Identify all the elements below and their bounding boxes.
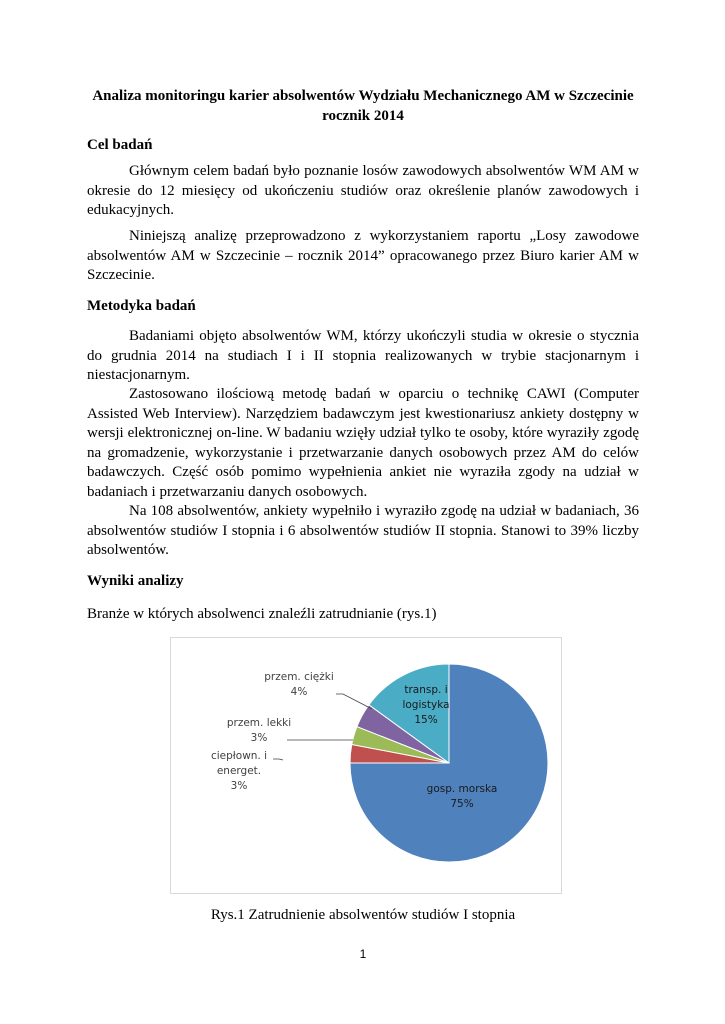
pie-slice-name: ciepłown. i	[210, 750, 268, 762]
pie-chart	[171, 638, 561, 893]
pie-leader-line	[273, 759, 283, 760]
pie-slice-percent: 3%	[250, 732, 268, 744]
title-line-1: Analiza monitoringu karier absolwentów Wydziału Mechanicznego AM w Szczecinie	[92, 88, 634, 104]
pie-slice-percent: 15%	[414, 714, 438, 726]
pie-slice-name: logistyka	[402, 699, 450, 711]
pie-slice-label	[211, 750, 267, 792]
paragraph-metodyka-3: Na 108 absolwentów, ankiety wypełniło i wyraziło zgodę na udział w badaniach, 36 absolwentów studiów I stopnia i 6 absolwentów studiów II stopnia. Stanowi to 39% liczby absolwentów.	[87, 503, 639, 558]
pie-chart-frame	[170, 637, 562, 894]
pie-slice-label	[227, 717, 291, 744]
pie-slice-name: energet.	[216, 765, 262, 777]
pie-slice-name: przem. lekki	[226, 717, 292, 729]
paragraph-cel-2: Niniejszą analizę przeprowadzono z wykorzystaniem raportu „Losy zawodowe absolwentów AM w Szczecinie – rocznik 2014” opracowanego przez Biuro karier AM w Szczecinie.	[87, 228, 639, 283]
paragraph-cel-1: Głównym celem badań było poznanie losów zawodowych absolwentów WM AM w okresie do 12 miesięcy od ukończeniu studiów oraz określenie planów zawodowych i edukacyjnych.	[87, 163, 639, 218]
pie-slice-name: przem. ciężki	[264, 671, 334, 683]
pie-slice-percent: 4%	[290, 686, 308, 698]
heading-wyniki: Wyniki analizy	[87, 573, 184, 589]
heading-metodyka: Metodyka badań	[87, 298, 196, 314]
paragraph-metodyka-1: Badaniami objęto absolwentów WM, którzy ukończyli studia w okresie o stycznia do grudnia 2014 na studiach I i II stopnia realizowanych w trybie stacjonarnym i niestacjonarnym.	[87, 328, 639, 383]
pie-slice-label	[264, 671, 334, 698]
page-number: 1	[359, 947, 367, 961]
pie-slice-name: transp. i	[404, 684, 448, 696]
title-line-2: rocznik 2014	[322, 108, 404, 124]
pie-slice-percent: 75%	[450, 798, 474, 810]
pie-slice-name: gosp. morska	[426, 783, 498, 795]
paragraph-metodyka-2: Zastosowano ilościową metodę badań w oparciu o technikę CAWI (Computer Assisted Web Interview). Narzędziem badawczym jest kwestionariusz ankiety dostępny w wersji elektronicznej on-line. W badaniu wzięły udział tylko te osoby, które wyraziły zgodę na gromadzenie, wykorzystanie i przetwarzanie danych osobowych przez AM do celów badawczych. Część osób pomimo wypełnienia ankiet nie wyraziła zgody na udział w badaniach i przetwarzaniu danych osobowych.	[87, 386, 639, 500]
pie-leader-line	[336, 694, 372, 709]
paragraph-wyniki-lead: Branże w których absolwenci znaleźli zatrudnianie (rys.1)	[87, 606, 437, 622]
pie-slice-percent: 3%	[230, 780, 248, 792]
heading-cel-badan: Cel badań	[87, 137, 153, 153]
figure-caption: Rys.1 Zatrudnienie absolwentów studiów I stopnia	[210, 907, 516, 923]
document-title	[87, 86, 639, 126]
